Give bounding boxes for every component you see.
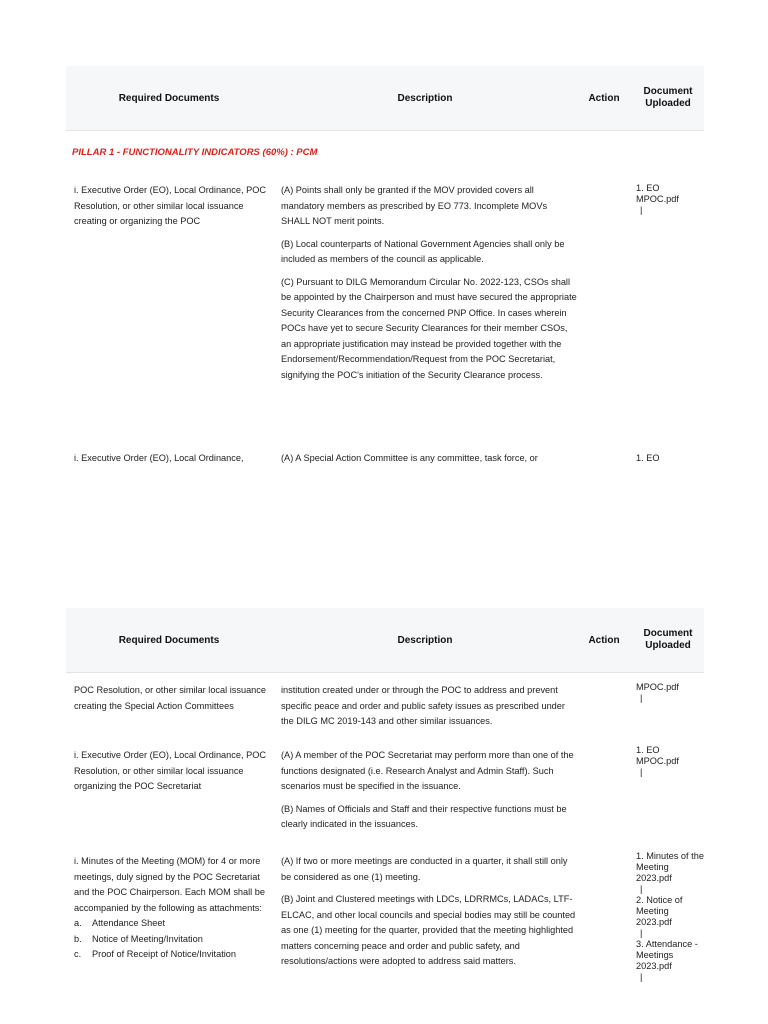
header-description: Description xyxy=(397,635,453,646)
document-separator: | xyxy=(640,205,643,215)
document-separator: | xyxy=(640,928,643,938)
required-document-cell: i. Executive Order (EO), Local Ordinance, POC Resolution, or other similar local issuance organizing the POC Secretariat xyxy=(74,750,266,791)
description-paragraph: (B) Names of Officials and Staff and their respective functions must be clearly indicated in the issuances. xyxy=(281,803,567,829)
document-separator: | xyxy=(640,767,643,777)
document-uploaded-cell xyxy=(636,453,704,464)
header-required-documents: Required Documents xyxy=(118,635,220,646)
header-required-documents: Required Documents xyxy=(118,93,220,104)
document-uploaded-cell xyxy=(636,745,704,778)
document-link[interactable]: MPOC.pdf xyxy=(636,682,679,692)
description-paragraph: (A) A member of the POC Secretariat may perform more than one of the functions designated (i.e. Research Analyst and Admin Staff). Such scenarios must be specified in the issuance. xyxy=(281,750,574,791)
description-cell xyxy=(281,183,577,390)
description-paragraph: (A) Points shall only be granted if the MOV provided covers all mandatory members as prescribed by EO 773. Incomplete MOVs SHALL NOT merit points. xyxy=(281,185,548,226)
document-link[interactable]: 1. EO xyxy=(636,453,660,463)
list-item: b. Notice of Meeting/Invitation xyxy=(74,933,203,944)
table-header xyxy=(66,66,704,131)
required-document-cell: i. Executive Order (EO), Local Ordinance, POC Resolution, or other similar local issuance creating or organizing the POC xyxy=(74,185,266,226)
header-action: Action xyxy=(588,93,620,104)
description-cell xyxy=(281,854,577,977)
description-cell: (A) A Special Action Committee is any committee, task force, or xyxy=(281,453,538,463)
document-link[interactable]: 1. Minutes of the Meeting 2023.pdf xyxy=(636,851,704,883)
header-document-uploaded: Document Uploaded xyxy=(643,86,693,109)
document-uploaded-cell xyxy=(636,851,704,983)
header-document-uploaded: Document Uploaded xyxy=(643,628,693,651)
required-document-text: i. Minutes of the Meeting (MOM) for 4 or more meetings, duly signed by the POC Secretariat and the POC Chairperson. Each MOM shall be accompanied by the following as attachments: xyxy=(74,856,265,913)
document-page-2 xyxy=(0,608,768,1024)
description-paragraph: (B) Joint and Clustered meetings with LDCs, LDRRMCs, LADACs, LTF-ELCAC, and other local councils and special bodies may still be counted as one (1) meeting for the quarter, provided that the meeting highlighted matters concerning peace and order and public safety, and resolutions/actions were adopted to address said matters. xyxy=(281,894,576,966)
document-link[interactable]: 2. Notice of Meeting 2023.pdf xyxy=(636,895,683,927)
required-document-cell xyxy=(74,854,270,963)
header-action: Action xyxy=(588,635,620,646)
description-paragraph: (A) If two or more meetings are conducted in a quarter, it shall still only be considered as one (1) meeting. xyxy=(281,856,568,882)
list-item: a. Attendance Sheet xyxy=(74,918,166,928)
document-link[interactable]: 3. Attendance - Meetings 2023.pdf xyxy=(636,939,698,971)
pillar-title: PILLAR 1 - FUNCTIONALITY INDICATORS (60%) : PCM xyxy=(72,147,318,158)
document-uploaded-cell xyxy=(636,183,704,216)
header-description: Description xyxy=(397,93,453,104)
list-item: c. Proof of Receipt of Notice/Invitation xyxy=(74,949,237,959)
description-paragraph: (B) Local counterparts of National Government Agencies shall only be included as members of the council as applicable. xyxy=(281,238,565,264)
document-separator: | xyxy=(640,884,643,894)
document-uploaded-cell xyxy=(636,682,704,704)
document-separator: | xyxy=(640,972,643,982)
required-document-cell: i. Executive Order (EO), Local Ordinance, xyxy=(74,453,244,463)
document-link[interactable]: 1. EO MPOC.pdf xyxy=(636,183,679,204)
document-separator: | xyxy=(640,693,643,703)
description-paragraph: (C) Pursuant to DILG Memorandum Circular No. 2022-123, CSOs shall be appointed by the Chairperson and must have secured the appropriate Security Clearances from the concerned PNP Office. In cases wherein POCs have yet to secure Security Clearances for their member CSOs, an appropriate justification may instead be provided together with the Endorsement/Recommendation/Request from the POC Secretariat, signifying the POC's initiation of the Security Clearance process. xyxy=(281,276,577,380)
description-cell xyxy=(281,748,577,840)
description-cell: institution created under or through the POC to address and prevent specific peace and order and public safety issues as prescribed under the DILG MC 2019-143 and other similar issuances. xyxy=(281,685,565,726)
required-document-cell: POC Resolution, or other similar local issuance creating the Special Action Committees xyxy=(74,685,266,711)
table-header xyxy=(66,608,704,673)
attachment-list xyxy=(74,916,270,963)
document-link[interactable]: 1. EO MPOC.pdf xyxy=(636,745,679,766)
